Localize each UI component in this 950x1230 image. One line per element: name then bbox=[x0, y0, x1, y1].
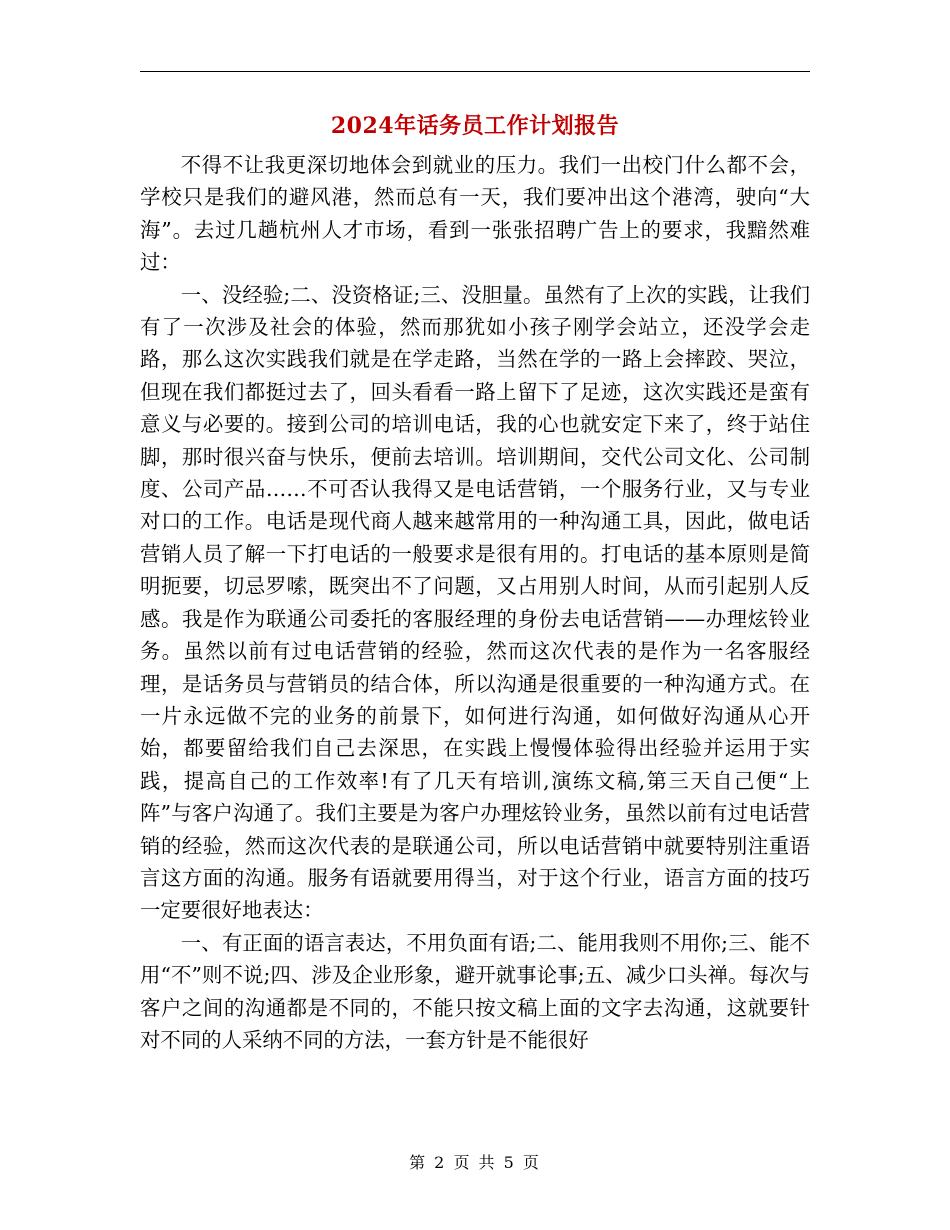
paragraph-1: 不得不让我更深切地体会到就业的压力。我们一出校门什么都不会，学校只是我们的避风港，然而总有一天，我们要冲出这个港湾，驶向“大海”。去过几趟杭州人才市场，看到一张张招聘广告上的要求，我黯然难过： bbox=[140, 153, 810, 275]
header-rule bbox=[140, 71, 810, 72]
document-body bbox=[140, 149, 810, 1056]
page-footer: 第 2 页 共 5 页 bbox=[409, 1153, 541, 1172]
paragraph-2: 一、没经验;二、没资格证;三、没胆量。虽然有了上次的实践，让我们有了一次涉及社会的体验，然而那犹如小孩子刚学会站立，还没学会走路，那么这次实践我们就是在学走路，当然在学的一路上会摔跤、哭泣，但现在我们都挺过去了，回头看看一路上留下了足迹，这次实践还是蛮有意义与必要的。接到公司的培训电话，我的心也就安定下来了，终于站住脚，那时很兴奋与快乐，便前去培训。培训期间，交代公司文化、公司制度、公司产品……不可否认我得又是电话营销，一个服务行业，又与专业对口的工作。电话是现代商人越来越常用的一种沟通工具，因此，做电话营销人员了解一下打电话的一般要求是很有用的。打电话的基本原则是简明扼要，切忌罗嗦，既突出不了问题，又占用别人时间，从而引起别人反感。我是作为联通公司委托的客服经理的身份去电话营销——办理炫铃业务。虽然以前有过电话营销的经验，然而这次代表的是作为一名客服经理，是话务员与营销员的结合体，所以沟通是很重要的一种沟通方式。在一片永远做不完的业务的前景下，如何进行沟通，如何做好沟通从心开始，都要留给我们自己去深思，在实践上慢慢体验得出经验并运用于实践，提高自己的工作效率!有了几天有培训,演练文稿,第三天自己便“上阵”与客户沟通了。我们主要是为客户办理炫铃业务，虽然以前有过电话营销的经验，然而这次代表的是联通公司，所以电话营销中就要特别注重语言这方面的沟通。服务有语就要用得当，对于这个行业，语言方面的技巧一定要很好地表达： bbox=[140, 282, 810, 923]
document-title: 2024年话务员工作计划报告 bbox=[330, 113, 620, 139]
paragraph-3: 一、有正面的语言表达，不用负面有语;二、能用我则不用你;三、能不用“不”则不说;四、涉及企业形象，避开就事论事;五、减少口头禅。每次与客户之间的沟通都是不同的，不能只按文稿上面的文字去沟通，这就要针对不同的人采纳不同的方法，一套方针是不能很好 bbox=[140, 930, 810, 1052]
